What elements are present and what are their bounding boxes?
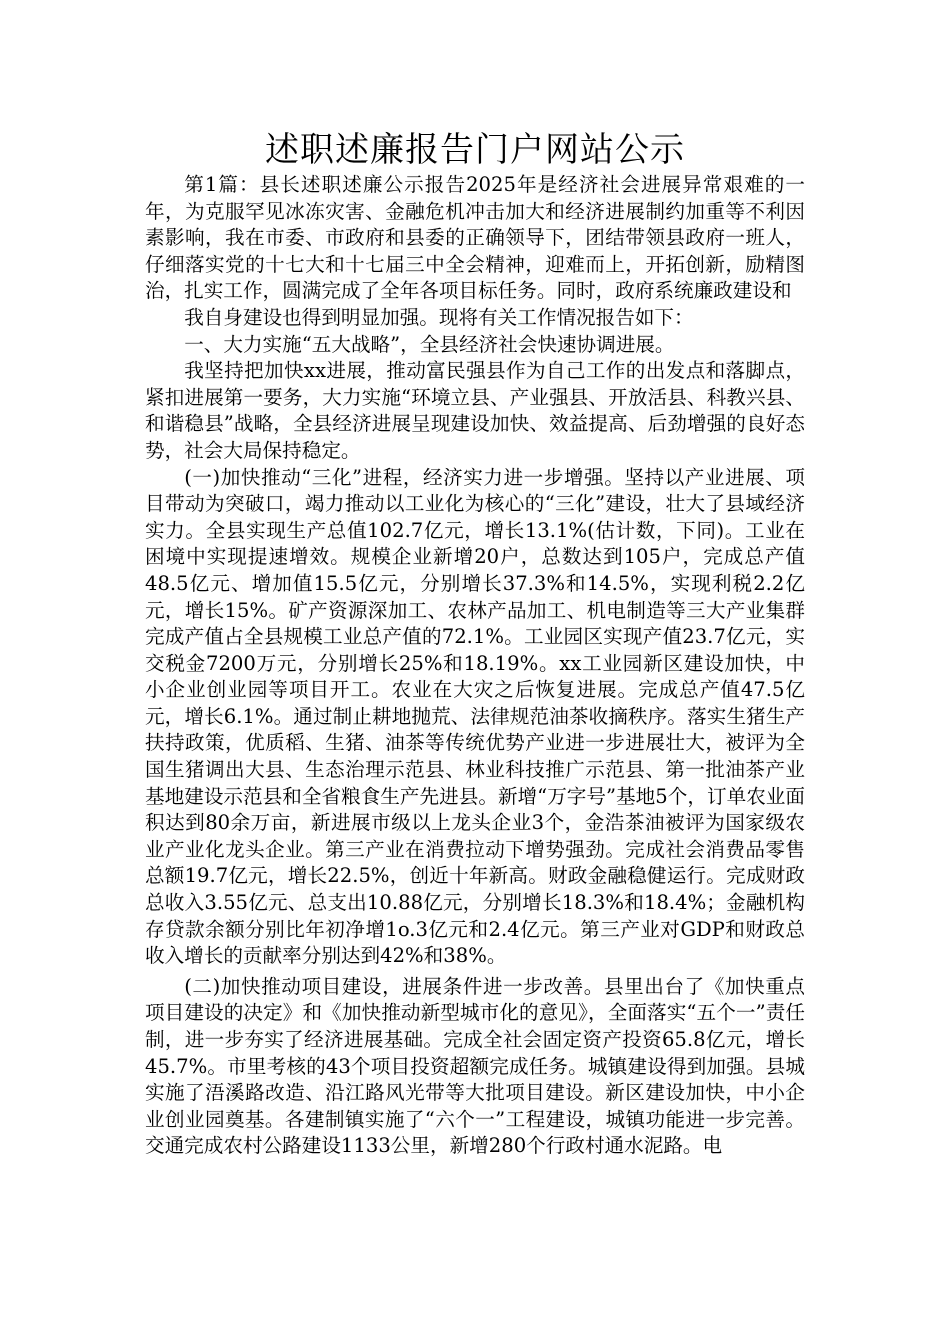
paragraph-subsection-two: (二)加快推动项目建设，进展条件进一步改善。县里出台了《加快重点项目建设的决定》和《加快推动新型城市化的意见》，全面落实“五个一”责任制，进一步夯实了经济进展基础。完成全社会固定资产投资65.8亿元，增长45.7%。市里考核的43个项目投资超额完成任务。城镇建设得到加强。县城实施了浯溪路改造、沿江路风光带等大批项目建设。新区建设加快，中小企业创业园奠基。各建制镇实施了“六个一”工程建设，城镇功能进一步完善。交通完成农村公路建设1133公里，新增280个行政村通水泥路。电 bbox=[145, 974, 805, 1158]
section-heading-one: 一、大力实施“五大战略”，全县经济社会快速协调进展。 bbox=[184, 332, 675, 356]
paragraph-strategy: 我坚持把加快xx进展，推动富民强县作为自己工作的出发点和落脚点，紧扣进展第一要务，大力实施“环境立县、产业强县、开放活县、科教兴县、和谐稳县”战略，全县经济进展呈现建设加快、效益提高、后劲增强的良好态势，社会大局保持稳定。 bbox=[145, 359, 805, 462]
document-page bbox=[145, 128, 805, 1160]
document-title: 述职述廉报告门户网站公示 bbox=[265, 130, 685, 170]
paragraph-intro: 第1篇：县长述职述廉公示报告2025年是经济社会进展异常艰难的一年，为克服罕见冰冻灾害、金融危机冲击加大和经济进展制约加重等不利因素影响，我在市委、市政府和县委的正确领导下，团结带领县政府一班人，仔细落实党的十七大和十七届三中全会精神，迎难而上，开拓创新，励精图治，扎实工作，圆满完成了全年各项目标任务。同时，政府系统廉政建设和 bbox=[145, 173, 805, 303]
paragraph-subsection-one: (一)加快推动“三化”进程，经济实力进一步增强。坚持以产业进展、项目带动为突破口，竭力推动以工业化为核心的“三化”建设，壮大了县域经济实力。全县实现生产总值102.7亿元，增长13.1%(估计数，下同)。工业在困境中实现提速增效。规模企业新增20户，总数达到105户，完成总产值48.5亿元、增加值15.5亿元，分别增长37.3%和14.5%，实现利税2.2亿元，增长15%。矿产资源深加工、农林产品加工、机电制造等三大产业集群完成产值占全县规模工业总产值的72.1%。工业园区实现产值23.7亿元，实交税金7200万元，分别增长25%和18.19%。xx工业园新区建设加快，中小企业创业园等项目开工。农业在大灾之后恢复进展。完成总产值47.5亿元，增长6.1%。通过制止耕地抛荒、法律规范油茶收摘秩序。落实生猪生产扶持政策，优质稻、生猪、油茶等传统优势产业进一步进展壮大，被评为全国生猪调出大县、生态治理示范县、林业科技推广示范县、第一批油茶产业基地建设示范县和全省粮食生产先进县。新增“万字号”基地5个，订单农业面积达到80余万亩，新进展市级以上龙头企业3个，金浩茶油被评为国家级农业产业化龙头企业。第三产业在消费拉动下增势强劲。完成社会消费品零售总额19.7亿元，增长22.5%，创近十年新高。财政金融稳健运行。完成财政总收入3.55亿元、总支出10.88亿元，分别增长18.3%和18.4%；金融机构存贷款余额分别比年初净增1o.3亿元和2.4亿元。第三产业对GDP和财政总收入增长的贡献率分别达到42%和38%。 bbox=[145, 465, 805, 968]
paragraph-report-lead: 我自身建设也得到明显加强。现将有关工作情况报告如下： bbox=[184, 305, 694, 329]
